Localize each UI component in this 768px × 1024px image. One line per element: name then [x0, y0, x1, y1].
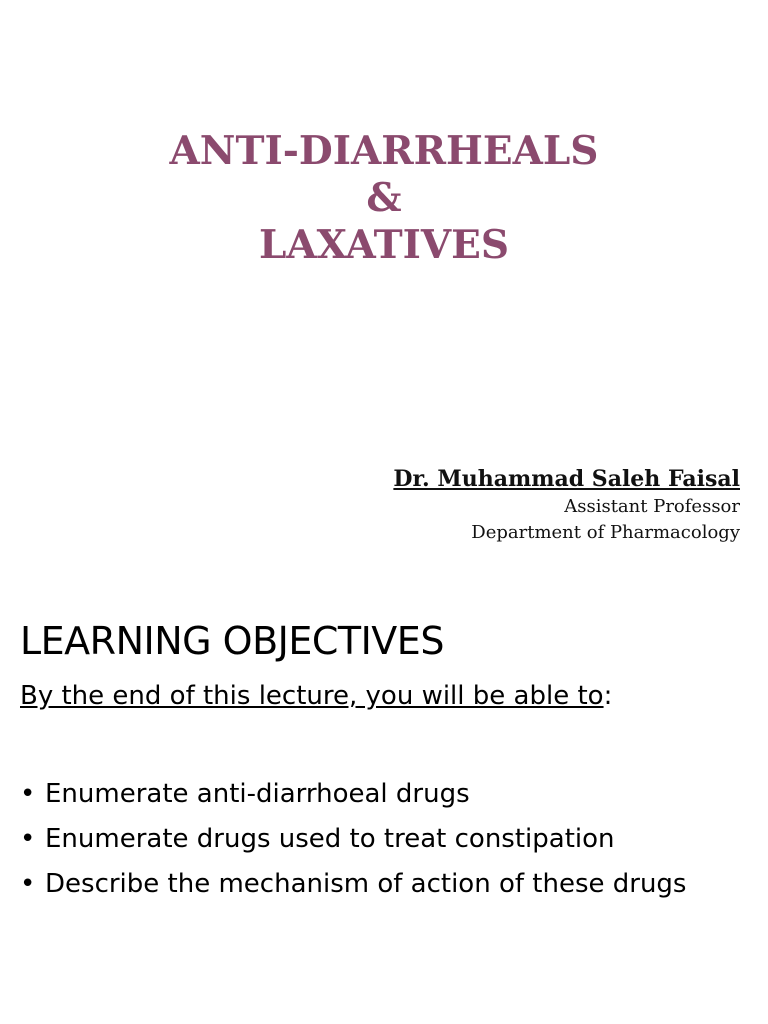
objectives-slide — [0, 576, 768, 1024]
lecture-title — [0, 128, 768, 269]
author-info — [393, 464, 740, 546]
objective-text: Enumerate drugs used to treat constipation — [45, 824, 615, 854]
objectives-heading: LEARNING OBJECTIVES — [20, 619, 444, 663]
list-item — [20, 817, 686, 862]
title-line-2: & — [366, 175, 402, 221]
list-item — [20, 862, 686, 907]
objective-text: Enumerate anti-diarrhoeal drugs — [45, 779, 470, 809]
bullet-icon: • — [20, 869, 36, 899]
bullet-icon: • — [20, 824, 36, 854]
title-line-3: LAXATIVES — [258, 222, 510, 268]
objective-text: Describe the mechanism of action of these drugs — [45, 869, 687, 899]
bullet-icon: • — [20, 779, 36, 809]
intro-text: By the end of this lecture, you will be able to — [20, 681, 604, 711]
author-name: Dr. Muhammad Saleh Faisal — [393, 466, 740, 492]
author-role: Assistant Professor — [564, 496, 740, 517]
list-item — [20, 772, 686, 817]
intro-colon: : — [603, 681, 613, 711]
objectives-intro — [20, 678, 612, 714]
objectives-list — [20, 772, 686, 907]
author-department: Department of Pharmacology — [471, 522, 740, 543]
title-line-1: ANTI-DIARRHEALS — [169, 128, 599, 174]
